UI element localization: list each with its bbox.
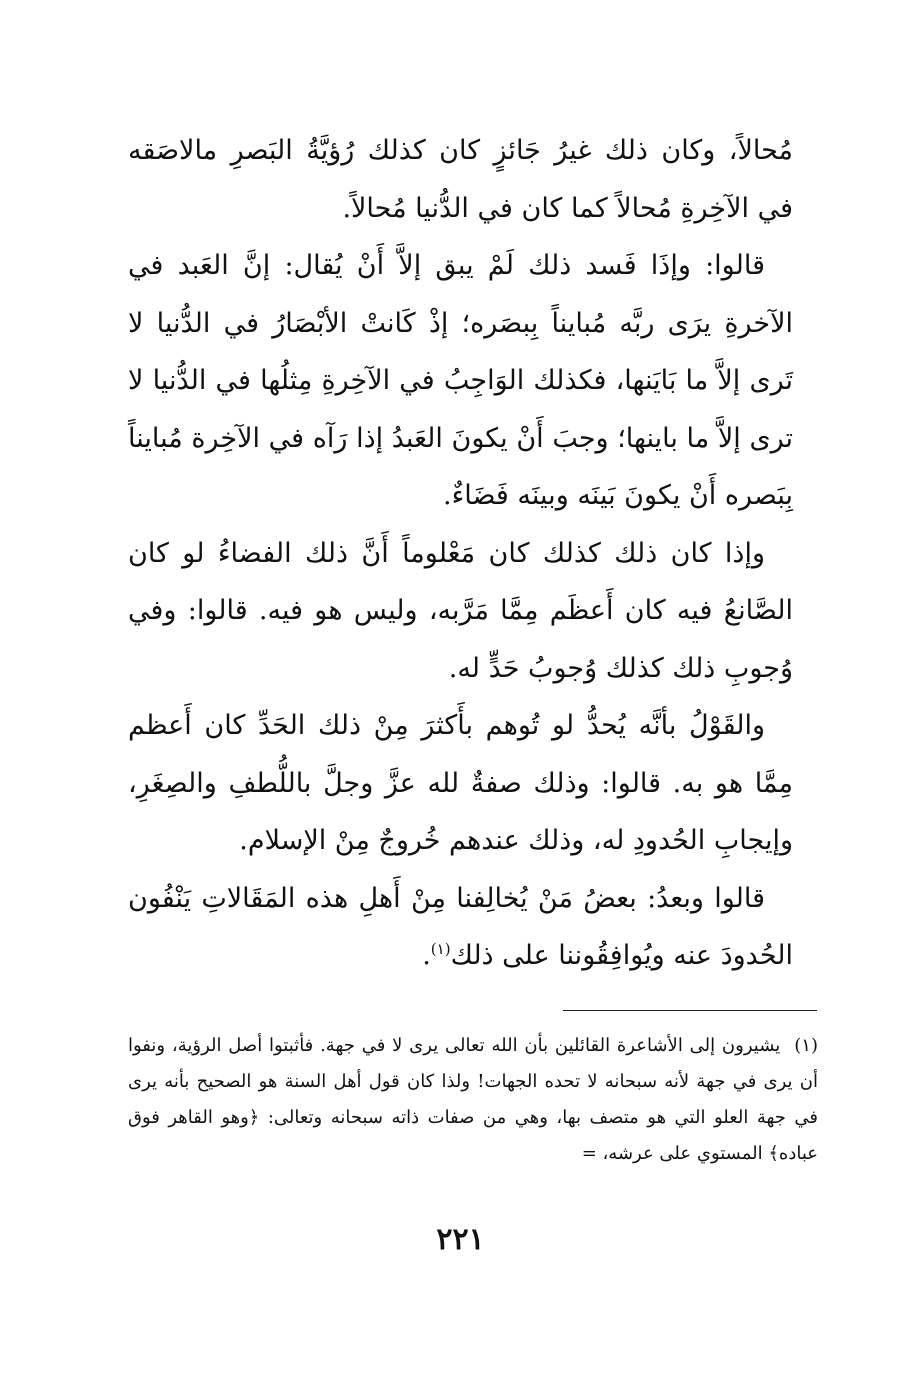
footnote-separator [563, 1010, 817, 1011]
paragraph-5-text: قالوا وبعدُ: بعضُ مَنْ يُخالِفنا مِنْ أَهلِ هذه المَقَالاتِ يَنْفُون الحُدودَ عنه ويُوافِقُوننا على ذلك [128, 882, 793, 971]
footnote-reference: (١) [430, 940, 451, 958]
paragraph-2: قالوا: وإذَا فَسد ذلك لَمْ يبق إلاَّ أَنْ يُقال: إنَّ العَبد في الآخرةِ يرَى ربَّه مُبايناً بِبصَره؛ إذْ كَانتْ الأبْصَارُ في الدُّنيا لا تَرى إلاَّ ما بَايَنها، فكذلك الوَاجِبُ في الآخِرةِ مِثلُها في الدُّنيا لا ترى إلاَّ ما باينها؛ وجبَ أَنْ يكونَ العَبدُ إذا رَآه في الآخِرة مُبايناً بِبَصره أَنْ يكونَ بَينَه وبينَه فَضَاءٌ. [128, 250, 794, 511]
main-text [128, 122, 793, 985]
paragraph-3: وإذا كان ذلك كذلك كان مَعْلوماً أَنَّ ذلك الفضاءُ لو كان الصَّانعُ فيه كان أَعظَم مِمَّا مَرَّبه، وليس هو فيه. قالوا: وفي وُجوبِ ذلك كذلك وُجوبُ حَدٍّ له. [128, 537, 793, 684]
paragraph-5-period: . [422, 940, 431, 971]
footnote [128, 1028, 818, 1172]
page-number: ٢٢١ [436, 1222, 485, 1257]
paragraph-5 [128, 870, 793, 985]
footnote-number: (١) [794, 1035, 818, 1056]
paragraph-1: مُحالاً، وكان ذلك غيرُ جَائزٍ كان كذلك رُؤيَّةُ البَصرِ مالاصَقه في الآخِرةِ مُحالاً كما كان في الدُّنيا مُحالاً. [128, 135, 793, 224]
footnote-text: يشيرون إلى الأشاعرة القائلين بأن الله تعالى يرى لا في جهة. فأثبتوا أصل الرؤية، ونفوا أن يرى في جهة لأنه سبحانه لا تحده الجهات! ولذا كان قول أهل السنة هو الصحيح بأنه يرى في جهة العلو التي هو متصف بها، وهي من صفات ذاته سبحانه وتعالى: ﴿وهو القاهر فوق عباده﴾ المستوي على عرشه، = [128, 1035, 818, 1164]
paragraph-4: والقَوْلُ بأنَّه يُحدُّ لو تُوهم بأَكثرَ مِنْ ذلك الحَدِّ كان أَعظم مِمَّا هو به. قالوا: وذلك صفةٌ لله عزَّ وجلَّ باللُّطفِ والصِغَرِ، وإيجابِ الحُدودِ له، وذلك عندهم خُروجٌ مِنْ الإسلام. [128, 710, 793, 856]
